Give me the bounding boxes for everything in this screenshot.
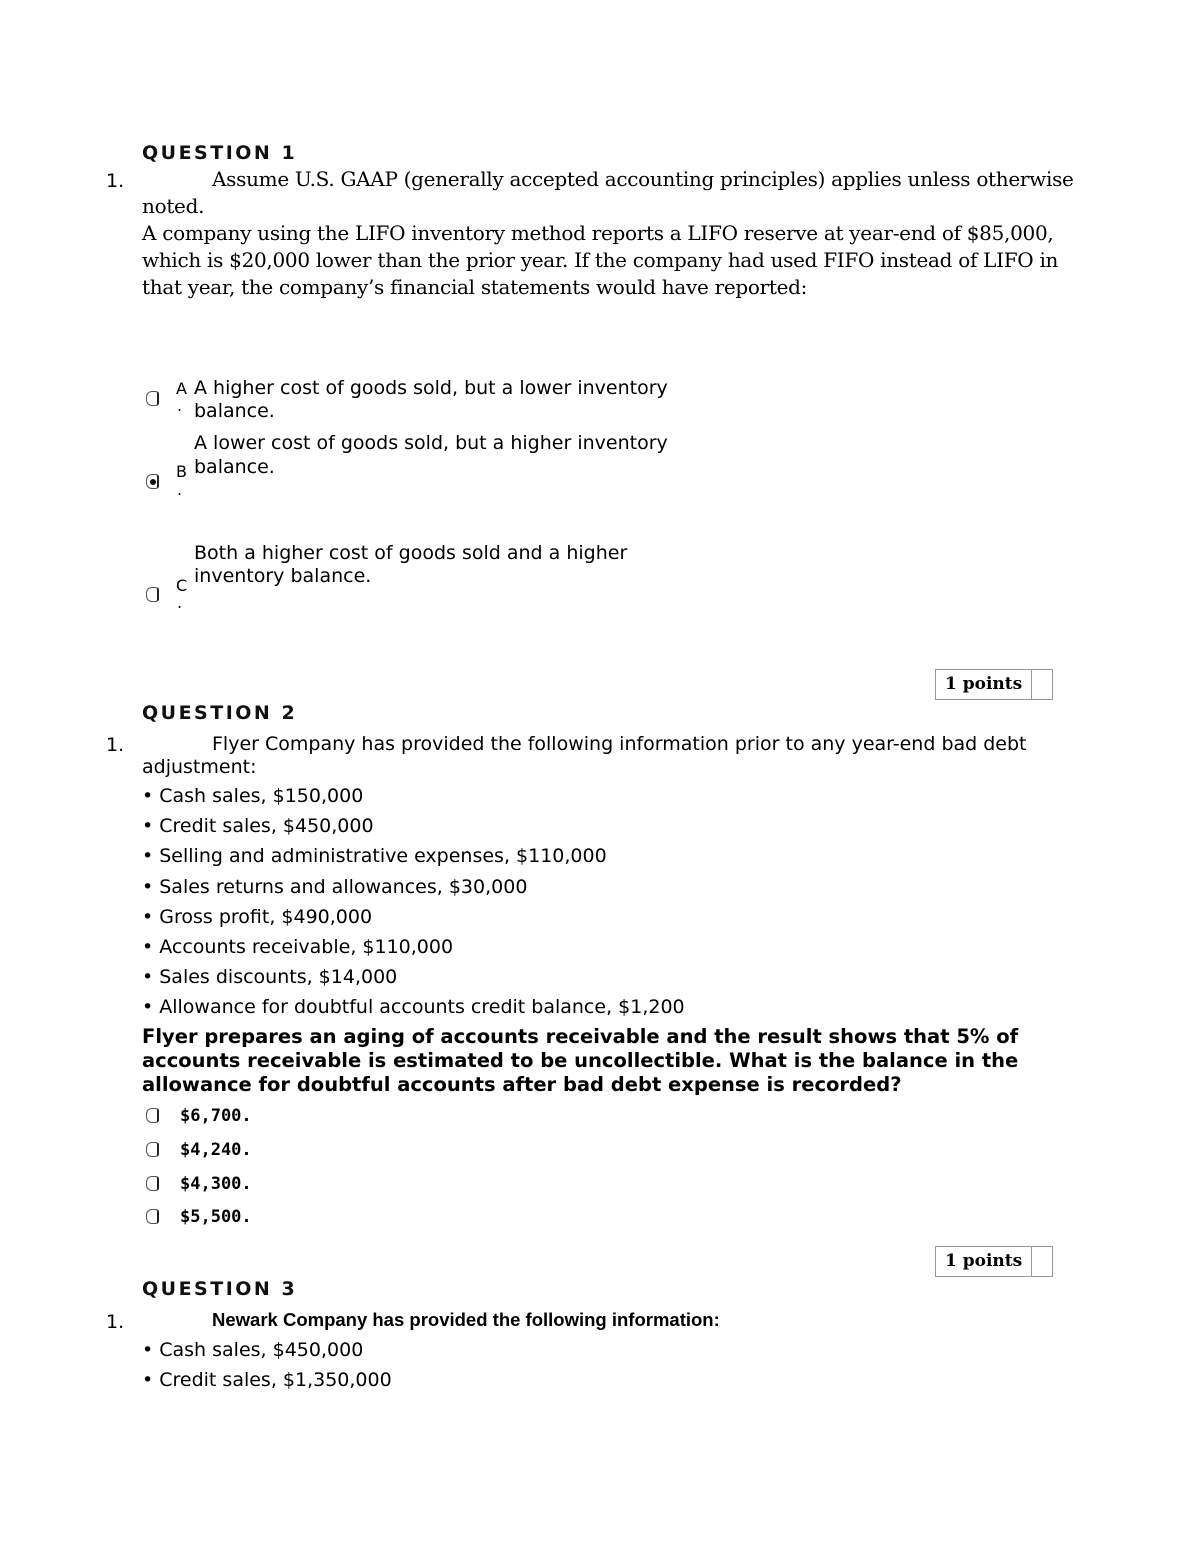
- question-2-prompt-line2: accounts receivable is estimated to be uncollectible. What is the balance in the: [142, 1049, 1019, 1072]
- answer-2-label[interactable]: $4,240.: [180, 1140, 252, 1160]
- option-a-radio[interactable]: [146, 391, 159, 406]
- list-item: • Allowance for doubtful accounts credit balance, $1,200: [142, 996, 685, 1019]
- option-b-line1[interactable]: A lower cost of goods sold, but a higher inventory: [194, 432, 668, 454]
- option-a-line1[interactable]: A higher cost of goods sold, but a lower inventory: [194, 377, 668, 399]
- option-b-dot: .: [177, 480, 183, 499]
- list-item: • Accounts receivable, $110,000: [142, 935, 454, 958]
- option-c-line2[interactable]: inventory balance.: [194, 565, 372, 587]
- question-1-body-line2: which is $20,000 lower than the prior year. If the company had used FIFO instead of LIFO in: [142, 248, 1059, 272]
- question-2-intro-line1: Flyer Company has provided the following information prior to any year-end bad debt: [212, 733, 1027, 755]
- points-label-1: 1 points: [936, 670, 1032, 699]
- question-3-info-list: [142, 1335, 392, 1395]
- list-item: • Credit sales, $1,350,000: [142, 1369, 392, 1392]
- question-2-prompt-line1: Flyer prepares an aging of accounts receivable and the result shows that 5% of: [142, 1025, 1019, 1048]
- option-a-dot: .: [177, 396, 183, 415]
- question-1-body-line3: that year, the company’s financial statements would have reported:: [142, 275, 808, 299]
- option-b-line2[interactable]: balance.: [194, 456, 275, 478]
- list-item: • Sales discounts, $14,000: [142, 966, 398, 989]
- points-label-2: 1 points: [936, 1247, 1032, 1276]
- option-c-dot: .: [177, 593, 183, 612]
- question-3-heading: QUESTION 3: [142, 1278, 298, 1300]
- list-item: • Selling and administrative expenses, $110,000: [142, 845, 607, 868]
- option-a-letter: A: [176, 379, 187, 398]
- question-2-heading: QUESTION 2: [142, 702, 298, 724]
- question-3-number: 1.: [106, 1311, 125, 1333]
- list-item: • Cash sales, $450,000: [142, 1339, 364, 1361]
- list-item: • Cash sales, $150,000: [142, 785, 364, 807]
- answer-3-label[interactable]: $4,300.: [180, 1174, 252, 1194]
- option-b-radio-selected[interactable]: [146, 474, 159, 489]
- answer-2-radio[interactable]: [146, 1142, 159, 1157]
- answer-4-radio[interactable]: [146, 1209, 159, 1224]
- points-box-1: [935, 669, 1053, 700]
- answer-1-label[interactable]: $6,700.: [180, 1106, 252, 1126]
- question-2-info-list: [142, 781, 685, 1023]
- option-c-letter: C: [176, 576, 188, 595]
- answer-3-radio[interactable]: [146, 1176, 159, 1191]
- list-item: • Gross profit, $490,000: [142, 905, 373, 928]
- option-c-radio[interactable]: [146, 587, 159, 602]
- question-1-intro-line1: Assume U.S. GAAP (generally accepted accounting principles) applies unless otherwise: [212, 167, 1074, 191]
- question-1-body-line1: A company using the LIFO inventory method reports a LIFO reserve at year-end of $85,000,: [142, 221, 1054, 245]
- option-a-line2[interactable]: balance.: [194, 400, 275, 422]
- question-1-intro-line2: noted.: [142, 194, 205, 218]
- points-input-2: [1032, 1247, 1052, 1276]
- points-input-1: [1032, 670, 1052, 699]
- option-c-line1[interactable]: Both a higher cost of goods sold and a higher: [194, 542, 628, 564]
- option-b-letter: B: [176, 462, 187, 481]
- question-2-number: 1.: [106, 734, 125, 756]
- list-item: • Sales returns and allowances, $30,000: [142, 875, 528, 898]
- question-3-intro: Newark Company has provided the following information:: [212, 1309, 720, 1330]
- answer-1-radio[interactable]: [146, 1108, 159, 1123]
- question-1-number: 1.: [106, 170, 125, 192]
- list-item: • Credit sales, $450,000: [142, 815, 374, 838]
- question-2-prompt-line3: allowance for doubtful accounts after bad debt expense is recorded?: [142, 1073, 902, 1096]
- answer-4-label[interactable]: $5,500.: [180, 1207, 252, 1227]
- points-box-2: [935, 1246, 1053, 1277]
- question-1-heading: QUESTION 1: [142, 142, 298, 164]
- question-2-intro-line2: adjustment:: [142, 756, 257, 778]
